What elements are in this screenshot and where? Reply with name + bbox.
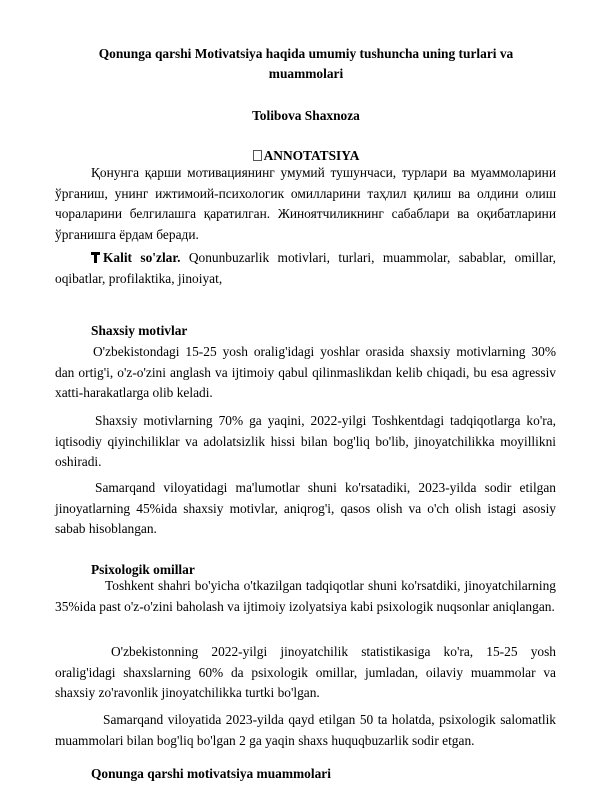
section-heading-personal-motives: Shaxsiy motivlar (91, 323, 188, 338)
annotation-heading-text: ANNOTATSIYA (263, 148, 360, 163)
annotation-text: Қонунга қарши мотивациянинг умумий тушунчаси, турлари ва муаммоларини ўрганиш, унинг ижтимоий-психологик омилларини таҳлил қилиш ва олдини олиш чораларини белгилашга қаратилган. Жиноятчиликнинг сабаблари ва оқибатларини ўрганишга ёрдам беради. (55, 165, 556, 242)
keywords-text: Qonunbuzarlik motivlari, turlari, muammolar, sabablar, omillar, oqibatlar, profilaktika, jinoiyat, (55, 250, 557, 286)
section2-paragraph-1: Toshkent shahri bo'yicha o'tkazilgan tadqiqotlar shuni ko'rsatdiki, jinoyatchilarning 35%ida past o'z-o'zini baholash va ijtimoiy izolyatsiya kabi psixologik nuqsonlar aniqlangan. (55, 578, 556, 614)
section1-paragraph-2: Shaxsiy motivlarning 70% ga yaqini, 2022-yilgi Toshkentdagi tadqiqotlarga ko'ra, iqtisodiy qiyinchiliklar va adolatsizlik hissi bilan bog'liq bo'lib, jinoyatchilikka moyillikni oshiradi. (55, 413, 556, 469)
section2-paragraph-3: Samarqand viloyatida 2023-yilda qayd etilgan 50 ta holatda, psixologik salomatlik muammolari bilan bog'liq bo'lgan 2 ga yaqin shaxs huquqbuzarlik sodir etgan. (55, 712, 556, 748)
keywords-label: Kalit so'zlar. (103, 250, 181, 265)
section2-paragraph-2: O'zbekistonning 2022-yilgi jinoyatchilik statistikasiga ko'ra, 15-25 yosh oralig'idagi shaxslarning 60% da psixologik omillar, jumladan, oilaviy muammolar va shaxsiy zo'ravonlik jinoyatchilikka turtki bo'lgan. (55, 644, 556, 700)
placeholder-glyph-icon (253, 150, 262, 161)
section-heading-motivation-problems: Qonunga qarshi motivatsiya muammolari (91, 766, 331, 781)
pointer-icon (91, 252, 100, 263)
paper-title: Qonunga qarshi Motivatsiya haqida umumiy tushuncha uning turlari va muammolari (98, 46, 514, 81)
section1-paragraph-1: O'zbekistondagi 15-25 yosh oralig'idagi yoshlar orasida shaxsiy motivlarning 30% dan ortig'i, o'z-o'zini anglash va ijtimoiy qabul qilinmaslikdan kelib chiqadi, bu esa agressiv xatti-harakatlarga olib keladi. (55, 344, 556, 400)
keywords-paragraph (55, 248, 556, 289)
author-name: Tolibova Shaxnoza (252, 108, 360, 123)
section-heading-psychological-factors: Psixologik omillar (91, 562, 195, 577)
section1-paragraph-3: Samarqand viloyatidagi ma'lumotlar shuni ko'rsatadiki, 2023-yilda sodir etilgan jinoyatlarning 45%ida shaxsiy motivlar, aniqrog'i, qasos olish va o'ch olish istagi asosiy sabab hisoblangan. (55, 480, 556, 536)
